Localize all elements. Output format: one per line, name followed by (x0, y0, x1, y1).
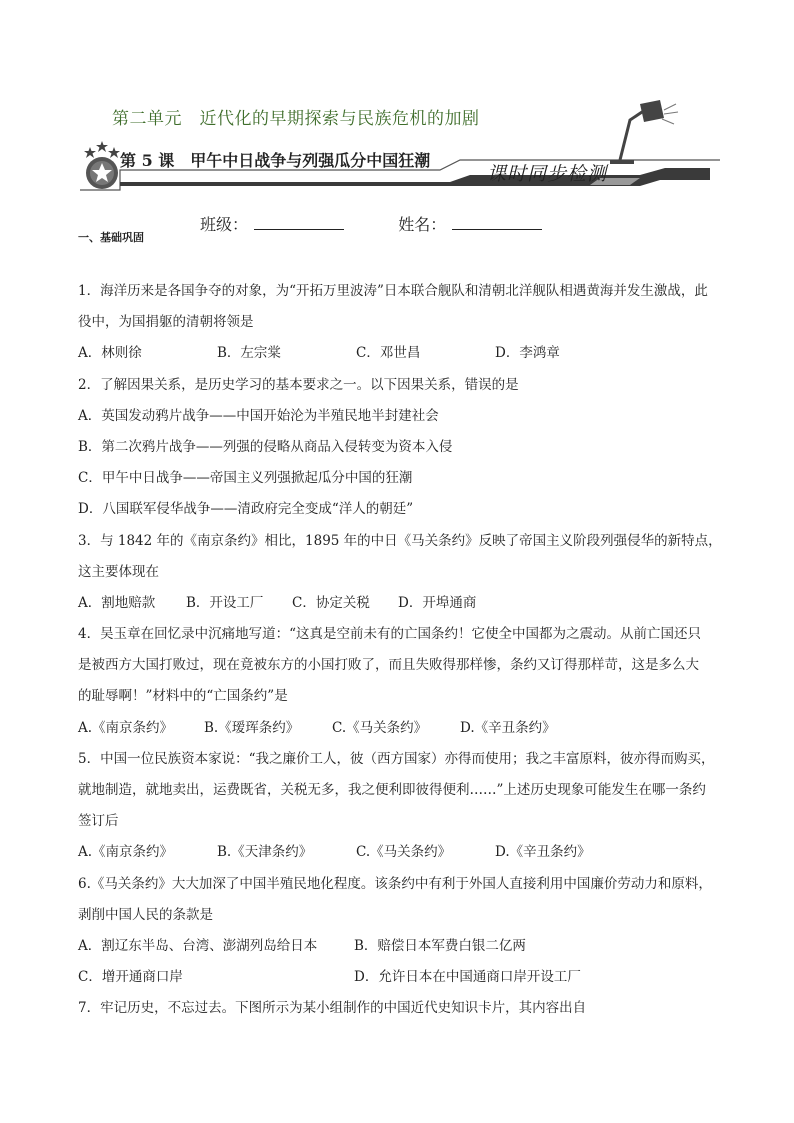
student-info-line (200, 212, 542, 235)
option-row (78, 962, 724, 993)
question-text: 是被西方大国打败过，现在竟被东方的小国打败了，而且失败得那样惨，条约又订得那样苛，这是多么大 (78, 657, 699, 674)
question-text: 这主要体现在 (78, 563, 159, 580)
question-4 (78, 619, 724, 744)
question-2 (78, 370, 724, 526)
question-text: 7．牢记历史，不忘过去。下图所示为某小组制作的中国近代史知识卡片，其内容出自 (78, 1000, 587, 1017)
question-text: 就地制造，就地卖出，运费既省，关税无多，我之便利即彼得便利……”上述历史现象可能发生在哪一条约 (78, 782, 706, 798)
option-d[interactable]: D．允许日本在中国通商口岸开设工厂 (354, 969, 581, 986)
worksheet-brand-text: 课时同步检测 (487, 163, 608, 185)
class-label: 班级： (200, 215, 249, 234)
question-6 (78, 869, 724, 994)
question-text: 6.《马关条约》大大加深了中国半殖民地化程度。该条约中有利于外国人直接利用中国廉价劳动力和原料， (78, 875, 712, 892)
name-blank[interactable] (452, 215, 542, 230)
option-b[interactable]: B．左宗棠 (217, 345, 281, 362)
option-c[interactable]: C.《马关条约》 (332, 719, 428, 736)
name-label: 姓名： (398, 215, 447, 234)
option-c[interactable]: C．协定关税 (292, 594, 370, 611)
question-5 (78, 744, 724, 869)
section-title: 一、基础巩固 (78, 231, 144, 244)
option-b[interactable]: B.《瑷珲条约》 (204, 719, 300, 736)
question-3 (78, 526, 724, 620)
question-text: 签订后 (78, 813, 119, 830)
option-row (78, 338, 724, 369)
class-blank[interactable] (254, 215, 344, 230)
option-b[interactable]: B.《天津条约》 (217, 844, 313, 861)
option-a[interactable]: A.《南京条约》 (78, 844, 174, 861)
option-d[interactable]: D.《辛丑条约》 (460, 719, 556, 736)
question-7 (78, 993, 724, 1024)
option-a[interactable]: A．割辽东半岛、台湾、澎湖列岛给日本 (78, 937, 318, 954)
option-d[interactable]: D.《辛丑条约》 (495, 844, 591, 861)
lesson-title: 第 5 课 甲午中日战争与列强瓜分中国狂潮 (120, 151, 431, 170)
question-text: 剥削中国人民的条款是 (78, 906, 213, 923)
option-b[interactable]: B．开设工厂 (186, 594, 264, 611)
option-d[interactable]: D．八国联军侵华战争——清政府完全变成“洋人的朝廷” (78, 501, 414, 518)
question-text: 2．了解因果关系，是历史学习的基本要求之一。以下因果关系，错误的是 (78, 376, 519, 393)
option-a[interactable]: A．英国发动鸦片战争——中国开始沦为半殖民地半封建社会 (78, 407, 439, 424)
option-c[interactable]: C．增开通商口岸 (78, 969, 183, 986)
option-d[interactable]: D．李鸿章 (495, 345, 560, 362)
option-c[interactable]: C.《马关条约》 (356, 844, 452, 861)
option-a[interactable]: A.《南京条约》 (78, 719, 174, 736)
option-c[interactable]: C．邓世昌 (356, 345, 421, 362)
option-c[interactable]: C．甲午中日战争——帝国主义列强掀起瓜分中国的狂潮 (78, 470, 413, 487)
option-b[interactable]: B．赔偿日本军费白银二亿两 (354, 937, 526, 954)
option-a[interactable]: A．割地赔款 (78, 594, 156, 611)
question-text: 3．与 1842 年的《南京条约》相比，1895 年的中日《马关条约》反映了帝国主义阶段列强侵华的新特点， (78, 532, 722, 549)
unit-title: 第二单元 近代化的早期探索与民族危机的加剧 (112, 109, 480, 129)
question-text: 5．中国一位民族资本家说：“我之廉价工人，彼（西方国家）亦得而使用；我之丰富原料，彼亦得而购买， (78, 750, 715, 767)
option-row (78, 931, 724, 962)
question-text: 役中，为国捐躯的清朝将领是 (78, 314, 254, 331)
question-list (78, 276, 724, 1025)
option-row (78, 588, 724, 619)
question-text: 4．吴玉章在回忆录中沉痛地写道：“这真是空前未有的亡国条约！它使全中国都为之震动。从前亡国还只 (78, 626, 701, 643)
option-a[interactable]: A．林则徐 (78, 345, 142, 362)
option-d[interactable]: D．开埠通商 (398, 594, 477, 611)
option-row (78, 713, 724, 744)
option-row (78, 837, 724, 868)
option-b[interactable]: B．第二次鸦片战争——列强的侵略从商品入侵转变为资本入侵 (78, 438, 453, 455)
question-text: 的耻辱啊！”材料中的“亡国条约”是 (78, 688, 288, 705)
question-1 (78, 276, 724, 370)
question-text: 1．海洋历来是各国争夺的对象，为“开拓万里波涛”日本联合舰队和清朝北洋舰队相遇黄海并发生激战，此 (78, 283, 708, 299)
